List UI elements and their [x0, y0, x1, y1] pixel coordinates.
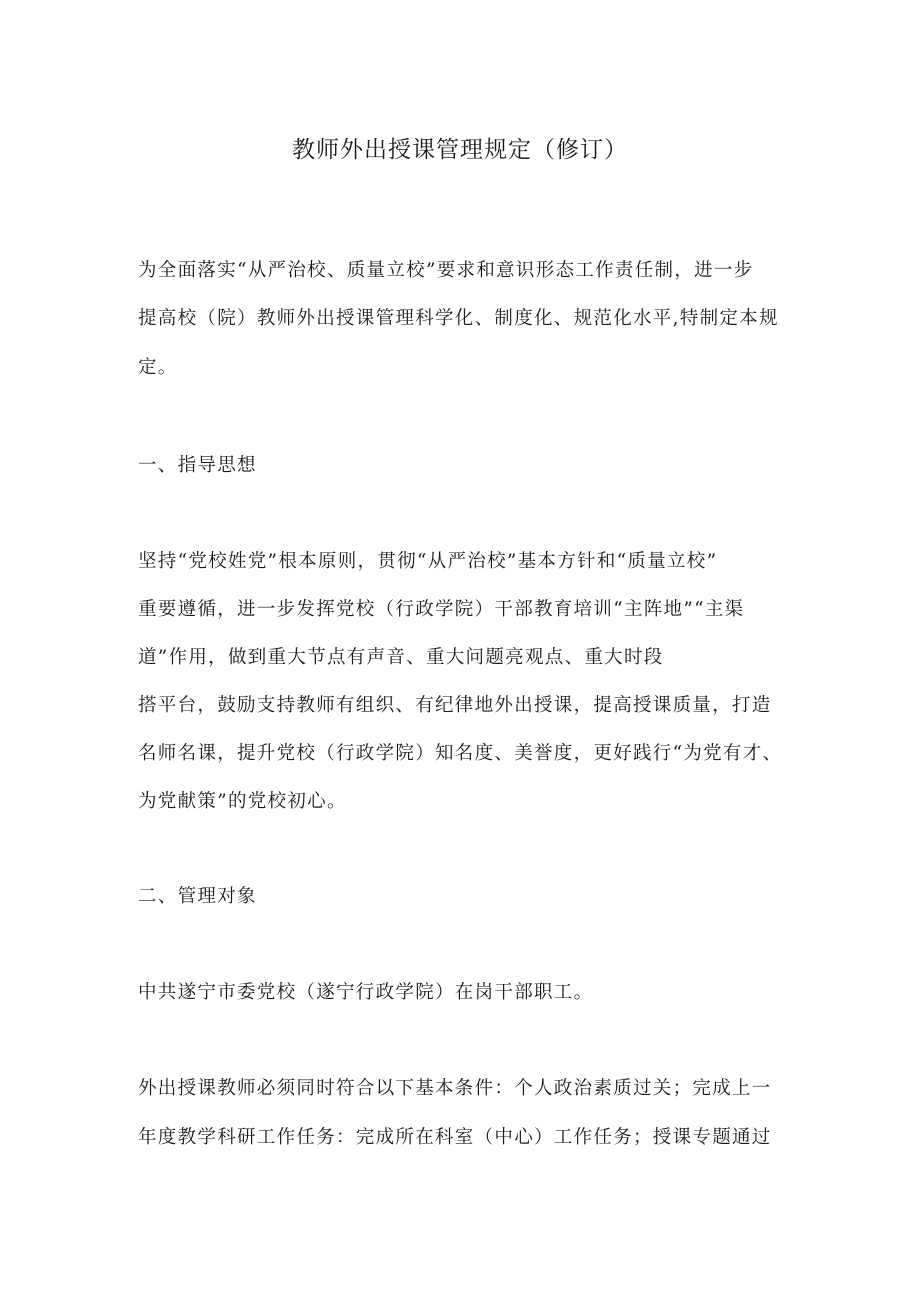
section1-line-4: 搭平台，鼓励支持教师有组织、有纪律地外出授课，提高授课质量，打造 [138, 695, 772, 716]
section1-line-3: 道”作用，做到重大节点有声音、重大问题亮观点、重大时段 [138, 647, 664, 668]
intro-line-2: 提高校（院）教师外出授课管理科学化、制度化、规范化水平,特制定本规 [138, 308, 779, 329]
intro-line-3: 定。 [138, 357, 178, 378]
section2-paragraph2-line-2: 年度教学科研工作任务：完成所在科室（中心）工作任务；授课专题通过 [138, 1127, 772, 1148]
section2-paragraph2-line-1: 外出授课教师必须同时符合以下基本条件：个人政治素质过关；完成上一 [138, 1078, 772, 1099]
section1-line-2: 重要遵循，进一步发挥党校（行政学院）干部教育培训“主阵地”“主渠 [138, 599, 745, 620]
section2-heading: 二、管理对象 [138, 886, 257, 907]
section2-paragraph-1: 中共遂宁市委党校（遂宁行政学院）在岗干部职工。 [138, 982, 594, 1003]
section1-line-5: 名师名课，提升党校（行政学院）知名度、美誉度，更好践行“为党有才、 [138, 743, 783, 764]
intro-line-1: 为全面落实“从严治校、质量立校”要求和意识形态工作责任制，进一步 [138, 260, 754, 281]
document-title: 教师外出授课管理规定（修订） [292, 137, 628, 163]
section1-line-6: 为党献策”的党校初心。 [138, 791, 347, 812]
section1-heading: 一、指导思想 [138, 455, 257, 476]
section1-line-1: 坚持“党校姓党”根本原则，贯彻“从严治校”基本方针和“质量立校” [138, 551, 718, 572]
